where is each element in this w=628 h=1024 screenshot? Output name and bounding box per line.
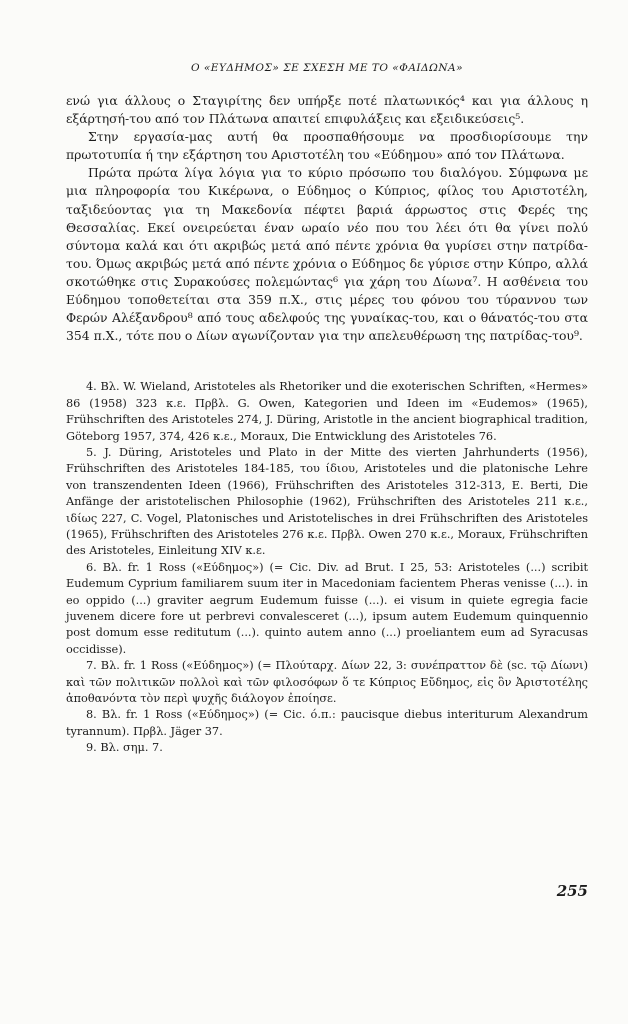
running-head: Ο «ΕΥΔΗΜΟΣ» ΣΕ ΣΧΕΣΗ ΜΕ ΤΟ «ΦΑΙΔΩΝΑ» [190,62,464,74]
footnote-7: 7. Βλ. fr. 1 Ross («Εύδημος») (= Πλούταρχ. Δίων 22, 3: συνέπραττον δὲ (sc. τῷ Δίωνι) καὶ τῶν πολιτικῶν πολλοὶ καὶ τῶν φιλοσόφων ὅ τε Κύπριος Εὔδημος, εἰς ὃν Ἀριστοτέλης ἀποθανόντα τὸν περὶ ψυχῆς διάλογον ἐποίησε. [66,659,588,706]
paragraph-3: Πρώτα πρώτα λίγα λόγια για το κύριο πρόσωπο του διαλόγου. Σύμφωνα με μια πληροφορία του Κικέρωνα, ο Εύδημος ο Κύπριος, φίλος του Αριστοτέλη, ταξιδεύοντας για τη Μακεδονία πέφτει βαριά άρρωστος στις Φερές της Θεσσαλίας. Εκεί ονειρεύεται έναν ωραίο νέο που του λέει ότι θα γίνει πολύ σύντομα καλά και ότι ακριβώς μετά από πέντε χρόνια θα γυρίσει στην πατρίδα-του. Όμως ακριβώς μετά από πέντε χρόνια ο Εύδημος δε γύρισε στην Κύπρο, αλλά σκοτώθηκε στις Συρακούσες πολεμώντας⁶ για χάρη του Δίωνα⁷. Η ασθένεια του Εύδημου τοποθετείται στα 359 π.Χ., στις μέρες του φόνου του τύραννου των Φερών Αλέξανδρου⁸ από τους αδελφούς της γυναίκας-του, και ο θάνατός-του στα 354 π.Χ., τότε που ο Δίων αγωνίζονταν για την απελευθέρωση της πατρίδας-του⁹. [66,165,588,344]
footnote-5: 5. J. Düring, Aristoteles und Plato in der Mitte des vierten Jahrhunderts (1956), Frühschriften des Aristoteles 184-185, του ίδιου, Aristoteles und die platonische Lehre von transzendenten Ideen (1966), Frühschriften des Aristoteles 312-313, E. Berti, Die Anfänge der aristotelischen Philosophie (1962), Frühschriften des Aristoteles 211 κ.ε., ιδίως 227, C. Vogel, Platonisches und Aristotelisches in drei Frühschriften des Aristoteles (1965), Frühschriften des Aristoteles 276 κ.ε. Πρβλ. Owen 270 κ.ε., Moraux, Frühschriften des Aristoteles, Einleitung XIV κ.ε. [66,445,588,558]
footnotes [66,379,588,756]
paragraph-2: Στην εργασία-μας αυτή θα προσπαθήσουμε να προσδιορίσουμε την πρωτοτυπία ή την εξάρτηση του Αριστοτέλη του «Εύδημου» από τον Πλάτωνα. [66,129,588,163]
footnote-6: 6. Βλ. fr. 1 Ross («Εύδημος») (= Cic. Div. ad Brut. I 25, 53: Aristoteles (...) scribit Eudemum Cyprium familiarem suum iter in Macedoniam facientem Pheras venisse (...). in eo oppido (...) graviter aegrum Eudemum fuisse (...). ei visum in quiete egregia facie juvenem dicere fore ut perbrevi convalesceret (...), ipsum autem Eudemum quinquennio post domum esse reditutum (...). quinto autem anno (...) proeliantem eum ad Syracusas occidisse). [66,560,588,656]
footnote-4: 4. Βλ. W. Wieland, Aristoteles als Rhetoriker und die exoterischen Schriften, «Hermes» 86 (1958) 323 κ.ε. Πρβλ. G. Owen, Kategorien und Ideen im «Eudemos» (1965), Frühschriften des Aristoteles 274, J. Düring, Aristotle in the ancient biographical tradition, Göteborg 1957, 374, 426 κ.ε., Moraux, Die Entwicklung des Aristoteles 76. [66,380,588,443]
paragraph-1: ενώ για άλλους ο Σταγιρίτης δεν υπήρξε ποτέ πλατωνικός⁴ και για άλλους η εξάρτησή-του από τον Πλάτωνα απαιτεί επιφυλάξεις και εξειδικεύσεις⁵. [66,93,588,127]
body-text [66,92,588,345]
page-number: 255 [556,882,588,900]
footnote-9: 9. Βλ. σημ. 7. [86,741,163,755]
footnote-8: 8. Βλ. fr. 1 Ross («Εύδημος») (= Cic. ό.π.: paucisque diebus interiturum Alexandrum tyrannum). Πρβλ. Jäger 37. [66,708,588,738]
